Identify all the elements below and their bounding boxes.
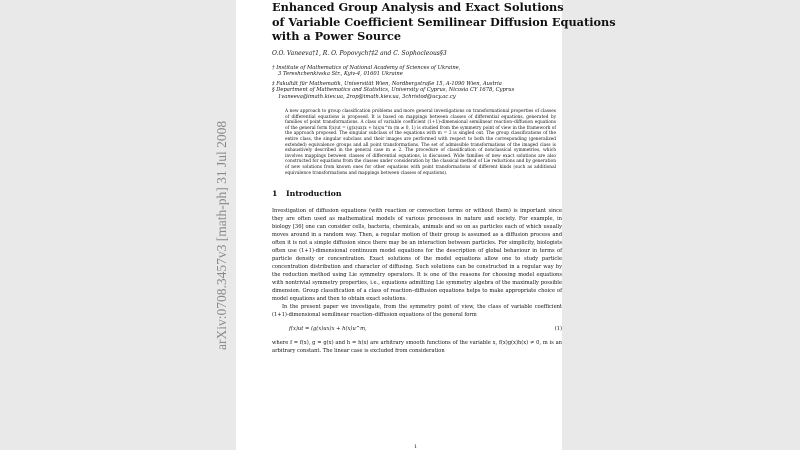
section-number: 1	[272, 189, 278, 199]
affiliations	[272, 65, 602, 101]
affiliation: ‡ Fakultät für Mathematik, Universität Wien, Nordbergstraße 15, A-1090 Wien, Austria	[272, 80, 502, 87]
paragraph: In the present paper we investigate, from the symmetry point of view, the class of variable coefficient (1+1)-dimensional semilinear reaction–diffusion equations of the general form	[272, 304, 562, 319]
page-number: 1	[414, 444, 418, 450]
paragraph: where f = f(x), g = g(x) and h = h(x) are arbitrary smooth functions of the variable x, f(x)g(x)h(x) ≠ 0, m is an arbitrary constant. The linear case is excluded from consideration	[272, 340, 562, 355]
page-content	[272, 0, 616, 355]
paragraph: Investigation of diffusion equations (with reaction or convection terms or without them) is important since they are often used as mathematical models of various processes in nature and society. For example, in biology [36] one can consider cells, bacteria, chemicals, animals and so on as particles each of which usually moves around in a random way. Then, a regular motion of their group is assumed as a diffusion process and often it is not a simple diffusion since there may be an interaction between particles. For simplicity, biologists often use (1+1)-dimensional continuum model equations for the description of global behaviour in terms of particle density or concentration. Exact solutions of the model equations allow one to study particle concentration distribution and character of diffusing. Such solutions can be constructed in a regular way by the reduction method using Lie symmetry operators. It is one of the reasons for choosing model equations with nontrivial symmetry properties, i.e., equations admitting Lie symmetry algebra of the maximally possible dimension. Group classification of a class of reaction–diffusion equations helps to make appropriate choice of model equations and then to obtain exact solutions.	[272, 208, 562, 303]
paper-page	[236, 0, 616, 450]
affiliation: † Institute of Mathematics of National Academy of Sciences of Ukraine,	[272, 64, 461, 71]
section-heading	[272, 189, 602, 198]
equation-number: (1)	[554, 326, 562, 333]
equation-body: f(x)ut = (g(x)ux)x + h(x)u^m,	[289, 326, 367, 333]
equation	[289, 325, 562, 333]
affiliation: § Department of Mathematics and Statistics, University of Cyprus, Nicosia CY 1678, Cyprus	[272, 87, 515, 93]
section-title: Introduction	[286, 189, 342, 199]
title-line: with a Power Source	[272, 29, 402, 43]
authors: O.O. Vaneeva†1, R. O. Popovych†‡2 and C. Sophocleous§3	[272, 49, 447, 57]
paper-title	[272, 0, 616, 44]
title-line: Enhanced Group Analysis and Exact Solutions	[272, 0, 564, 14]
abstract: A new approach to group classification problems and more general investigations on transformational properties of classes of differential equations is proposed. It is based on mappings between classes of differential equations, generated by families of point transformations. A class of variable coefficient (1+1)-dimensional semilinear reaction–diffusion equations of the general form f(x)ut = (g(x)ux)x + h(x)u^m (m ≠ 0, 1) is studied from the symmetry point of view in the framework of the approach proposed. The singular subclass of the equations with m = 2 is singled out. The group classifications of the entire class, the singular subclass and their images are performed with respect to both the corresponding (generalized extended) equivalence groups and all point transformations. The set of admissible transformations of the imaged class is exhaustively described in the general case m ≠ 2. The procedure of classification of nonclassical symmetries, which involves mappings between classes of differential equations, is discussed. Wide families of new exact solutions are also constructed for equations from the classes under consideration by the classical method of Lie reductions and by generation of new solutions from known ones for other equations with point transformations of different kinds (such as additional equivalence transformations and mappings between classes of equations).	[285, 109, 556, 176]
title-line: of Variable Coefficient Semilinear Diffusion Equations	[272, 14, 616, 29]
body-text	[272, 207, 562, 355]
emails: 1vaneeva@imath.kiev.ua, 2rop@imath.kiev.ua, 3christod@ucy.ac.cy	[278, 93, 456, 100]
affiliation: 3 Tereshchenkivska Str., Kyiv-4, 01601 Ukraine	[278, 71, 403, 77]
arxiv-stamp: arXiv:0708.3457v3 [math-ph] 31 Jul 2008	[214, 120, 229, 350]
